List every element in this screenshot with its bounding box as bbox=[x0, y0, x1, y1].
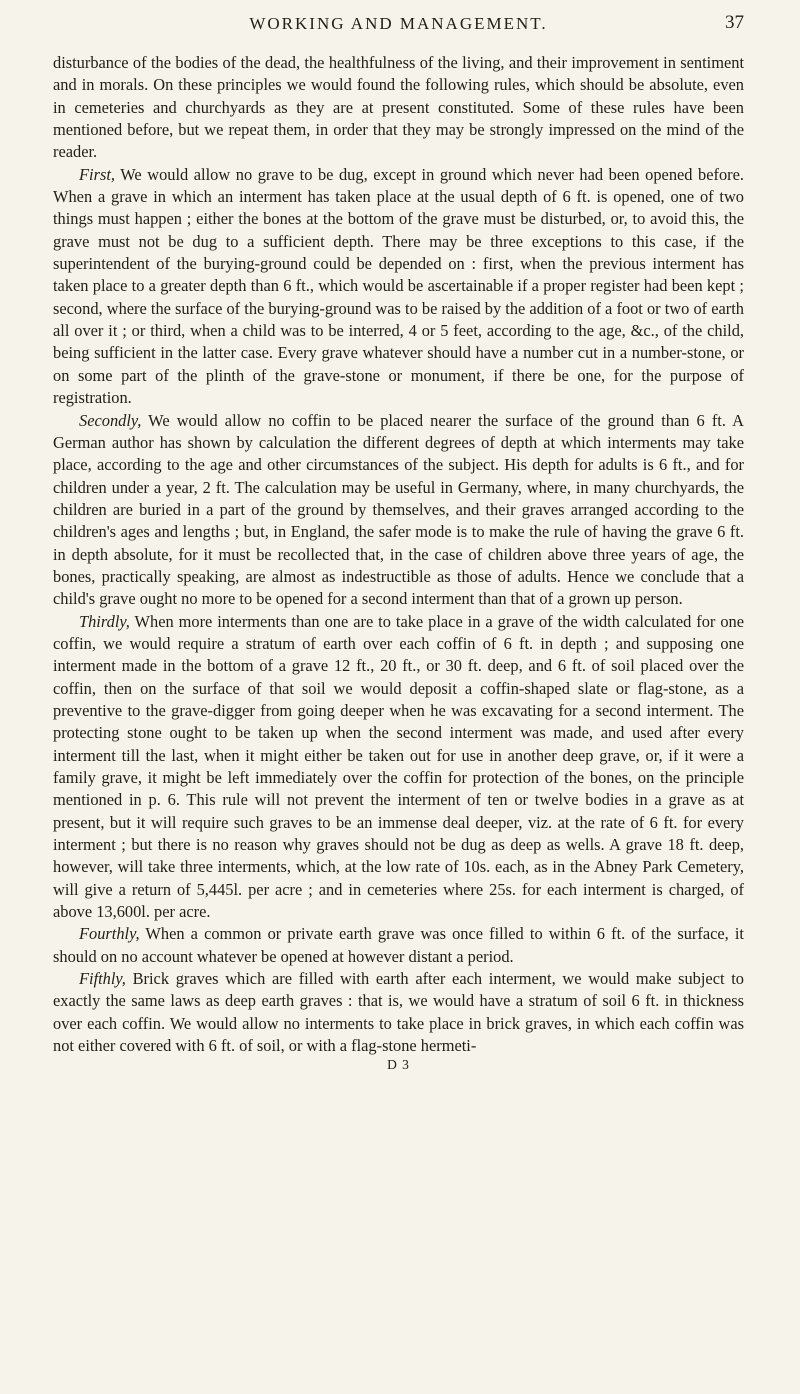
paragraph-third-rule bbox=[53, 611, 744, 924]
page-number: 37 bbox=[725, 12, 744, 33]
paragraph-continuation bbox=[53, 52, 744, 164]
paragraph-lead: Thirdly, bbox=[79, 611, 130, 631]
page-header bbox=[53, 8, 744, 52]
paragraph-lead: Secondly, bbox=[79, 410, 142, 430]
paragraph-second-rule bbox=[53, 410, 744, 611]
paragraph-text: When more interments than one are to take place in a grave of the width calculated for one coffin, we would require a stratum of earth over each coffin of 6 ft. in depth ; and supposing one interment made in the bottom of a grave 12 ft., 20 ft., or 30 ft. deep, and 6 ft. of soil placed over the coffin, then on the surface of that soil we would deposit a coffin-shaped slate or flag-stone, as a preventive to the grave-digger from going deeper when he was excavating for a second interment. The protecting stone ought to be taken up when the second interment was made, and used after every interment till the last, when it might either be taken out for use in another deep grave, or, if it were a family grave, it might be left immediately over the coffin for protection of the bones, on the principle mentioned in p. 6. This rule will not prevent the interment of ten or twelve bodies in a grave as at present, but it will require such graves to be an immense deal deeper, viz. at the rate of 6 ft. for every interment ; but there is no reason why graves should not be dug as deep as wells. A grave 18 ft. deep, however, will take three interments, which, at the low rate of 10s. each, as in the Abney Park Cemetery, will give a return of 5,445l. per acre ; and in cemeteries where 25s. for each interment is charged, of above 13,600l. per acre. bbox=[53, 611, 744, 922]
paragraph-text: disturbance of the bodies of the dead, the healthfulness of the living, and their improvement in sentiment and in morals. On these principles we would found the following rules, which should be absolute, even in cemeteries and churchyards as they are at present constituted. Some of these rules have been mentioned before, but we repeat them, in order that they may be strongly impressed on the mind of the reader. bbox=[53, 53, 744, 162]
paragraph-text: We would allow no grave to be dug, except in ground which never had been opened before. When a grave in which an interment has taken place at the usual depth of 6 ft. is opened, one of two things must happen ; either the bones at the bottom of the grave must be disturbed, or, to avoid this, the grave must not be dug to a sufficient depth. There may be three exceptions to this case, if the superintendent of the burying-ground could be depended on : first, when the previous interment has taken place to a greater depth than 6 ft., which would be ascertainable if a proper register had been kept ; second, where the surface of the burying-ground was to be raised by the addition of a foot or two of earth all over it ; or third, when a child was to be interred, 4 or 5 feet, according to the age, &c., of the child, being sufficient in the latter case. Every grave whatever should have a number cut in a number-stone, or on some part of the plinth of the grave-stone or monument, if there be one, for the purpose of registration. bbox=[53, 164, 744, 408]
paragraph-fifth-rule bbox=[53, 968, 744, 1057]
running-title: WORKING AND MANAGEMENT. bbox=[249, 14, 548, 33]
paragraph-lead: Fifthly, bbox=[79, 969, 126, 989]
paragraph-lead: First, bbox=[79, 164, 115, 184]
paragraph-text: Brick graves which are filled with earth after each interment, we would make subject to exactly the same laws as deep earth graves : that is, we would have a stratum of soil 6 ft. in thickness over each coffin. We would allow no interments to take place in brick graves, in which each coffin was not either covered with 6 ft. of soil, or with a flag-stone hermeti- bbox=[53, 969, 744, 1056]
paragraph-text: When a common or private earth grave was once filled to within 6 ft. of the surface, it should on no account whatever be opened at however distant a period. bbox=[53, 924, 744, 966]
body-text bbox=[53, 52, 744, 1057]
signature-mark: D 3 bbox=[387, 1057, 410, 1073]
paragraph-lead: Fourthly, bbox=[79, 924, 140, 944]
paragraph-text: We would allow no coffin to be placed nearer the surface of the ground than 6 ft. A German author has shown by calculation the different degrees of depth at which interments may take place, according to the age and other circumstances of the subject. His depth for adults is 6 ft., and for children under a year, 2 ft. The calculation may be useful in Germany, where, in many churchyards, the children are buried in a part of the ground by themselves, and their graves arranged according to the children's ages and lengths ; but, in England, the safer mode is to make the rule of having the grave 6 ft. in depth absolute, for it must be recollected that, in the case of children above three years of age, the bones, practically speaking, are almost as indestructible as those of adults. Hence we conclude that a child's grave ought no more to be opened for a second interment than that of a grown up person. bbox=[53, 410, 744, 609]
paragraph-first-rule bbox=[53, 164, 744, 410]
paragraph-fourth-rule bbox=[53, 923, 744, 968]
